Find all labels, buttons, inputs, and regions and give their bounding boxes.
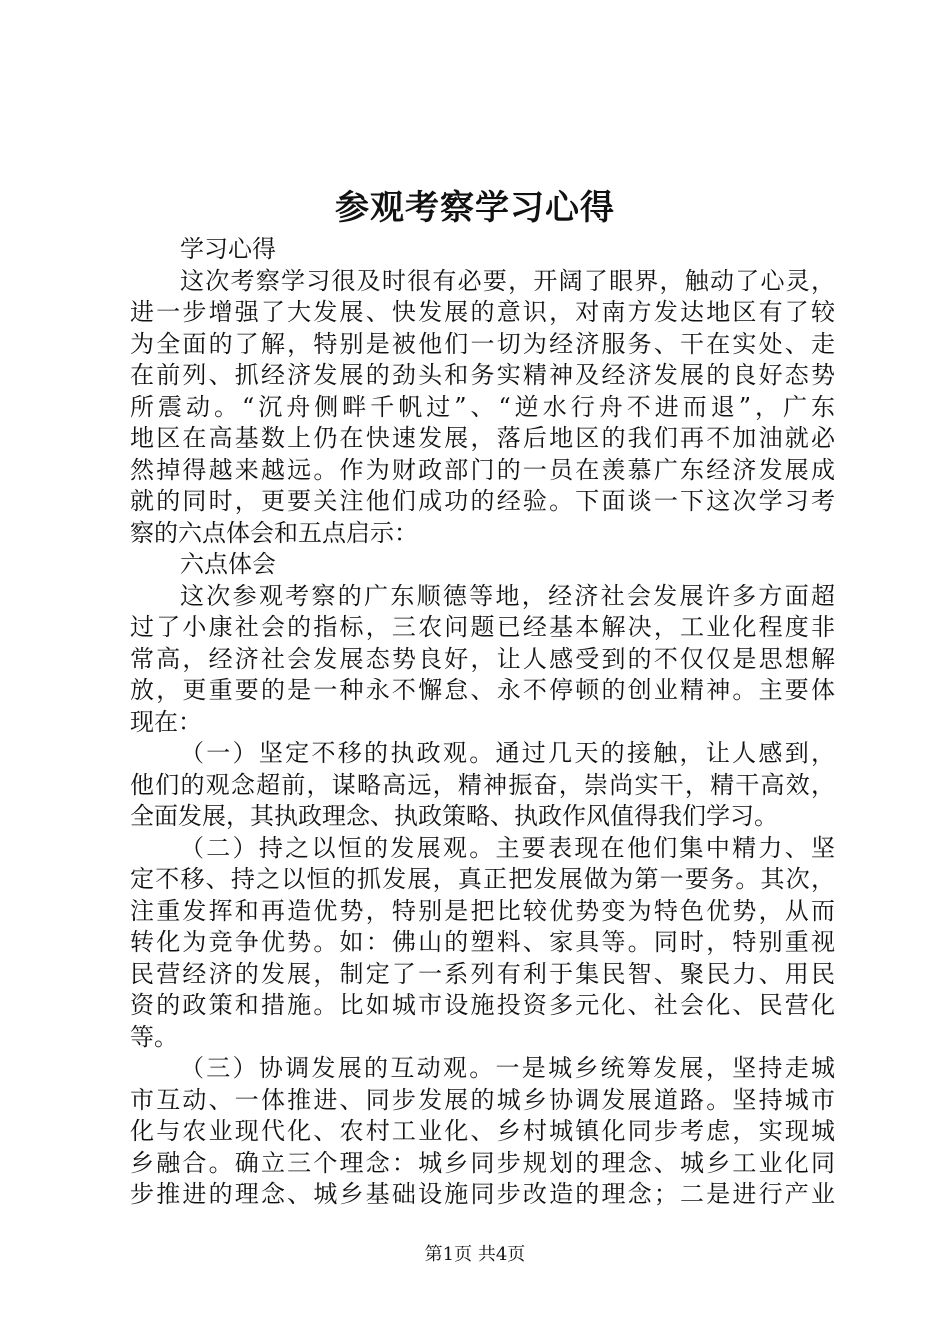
paragraph-line: 化与农业现代化、农村工业化、乡村城镇化同步考虑，实现城 [130, 1117, 835, 1145]
paragraph-line: 为全面的了解，特别是被他们一切为经济服务、干在实处、走 [130, 329, 835, 358]
paragraph-line: 定不移、持之以恒的抓发展，真正把发展做为第一要务。其次， [130, 865, 835, 893]
paragraph-line: 地区在高基数上仍在快速发展，落后地区的我们再不加油就必 [130, 424, 835, 452]
paragraph-line: （二）持之以恒的发展观。主要表现在他们集中精力、坚 [180, 833, 835, 862]
paragraph-line: 这次考察学习很及时很有必要，开阔了眼界，触动了心灵， [180, 266, 835, 295]
paragraph-line: 资的政策和措施。比如城市设施投资多元化、社会化、民营化 [130, 991, 835, 1019]
paragraph-line: 进一步增强了大发展、快发展的意识，对南方发达地区有了较 [130, 298, 835, 326]
paragraph-line: 全面发展，其执政理念、执政策略、执政作风值得我们学习。 [130, 802, 778, 830]
paragraph-line: 步推进的理念、城乡基础设施同步改造的理念；二是进行产业 [130, 1180, 835, 1208]
paragraph-line: 转化为竞争优势。如：佛山的塑料、家具等。同时，特别重视 [130, 928, 835, 956]
paragraph-line: 在前列、抓经济发展的劲头和务实精神及经济发展的良好态势 [130, 361, 835, 389]
document-body [130, 234, 835, 1211]
paragraph-line: 他们的观念超前，谋略高远，精神振奋，崇尚实干，精干高效， [130, 770, 835, 799]
paragraph-line: 放，更重要的是一种永不懈怠、永不停顿的创业精神。主要体 [130, 676, 835, 704]
paragraph-line: 乡融合。确立三个理念：城乡同步规划的理念、城乡工业化同 [130, 1148, 835, 1177]
paragraph-line: 等。 [130, 1022, 178, 1051]
paragraph-line: （三）协调发展的互动观。一是城乡统筹发展，坚持走城 [180, 1054, 835, 1082]
paragraph-line: 常高，经济社会发展态势良好，让人感受到的不仅仅是思想解 [130, 644, 835, 673]
paragraph-line: 就的同时，更要关注他们成功的经验。下面谈一下这次学习考 [130, 487, 835, 515]
paragraph-line: 这次参观考察的广东顺德等地，经济社会发展许多方面超 [180, 581, 835, 610]
paragraph-line: （一）坚定不移的执政观。通过几天的接触，让人感到， [180, 739, 835, 767]
section-heading: 六点体会 [180, 550, 276, 578]
paragraph-line: 所震动。“沉舟侧畔千帆过”、“逆水行舟不进而退”，广东 [130, 392, 835, 421]
paragraph-line: 注重发挥和再造优势，特别是把比较优势变为特色优势，从而 [130, 896, 835, 925]
section-heading: 学习心得 [180, 235, 276, 263]
document-title: 参观考察学习心得 [335, 188, 615, 228]
paragraph-line: 市互动、一体推进、同步发展的城乡协调发展道路。坚持城市 [130, 1085, 835, 1114]
paragraph-line: 然掉得越来越远。作为财政部门的一员在羡慕广东经济发展成 [130, 455, 835, 484]
paragraph-line: 察的六点体会和五点启示： [130, 518, 418, 547]
paragraph-line: 现在： [130, 707, 202, 736]
page-number: 第1页 共4页 [424, 1244, 526, 1265]
paragraph-line: 民营经济的发展，制定了一系列有利于集民智、聚民力、用民 [130, 959, 835, 988]
paragraph-line: 过了小康社会的指标，三农问题已经基本解决，工业化程度非 [130, 613, 835, 641]
